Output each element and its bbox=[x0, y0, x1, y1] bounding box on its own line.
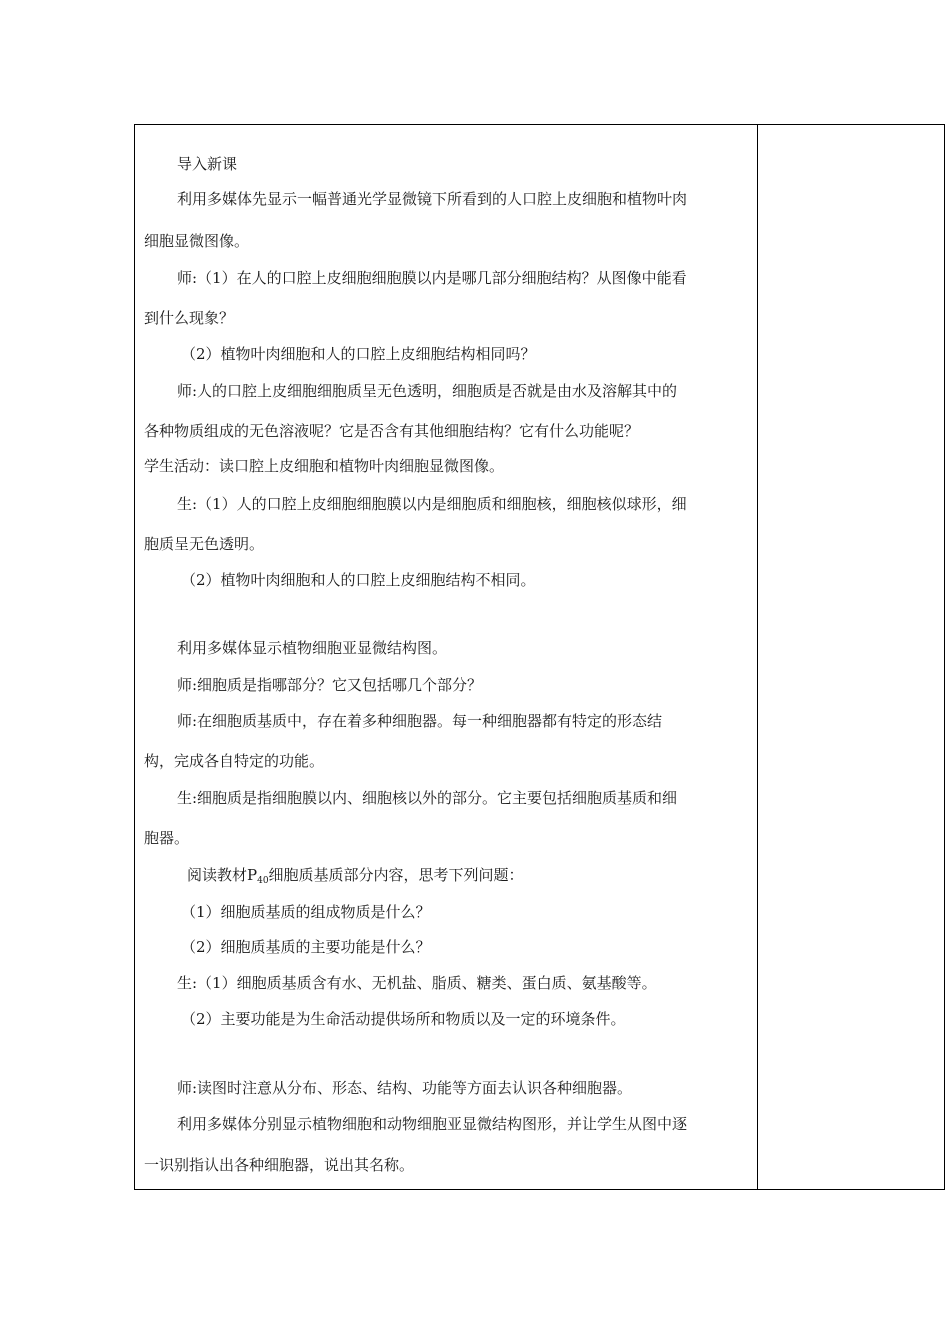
text-line: 构，完成各自特定的功能。 bbox=[144, 752, 325, 770]
text-line: 胞器。 bbox=[144, 829, 190, 847]
text-line: 生:（1）人的口腔上皮细胞细胞膜以内是细胞质和细胞核，细胞核似球形，细 bbox=[177, 495, 687, 513]
text-line: 师:细胞质是指哪部分？它又包括哪几个部分？ bbox=[177, 676, 483, 694]
lesson-table bbox=[134, 124, 945, 1190]
text-line-with-subscript bbox=[187, 865, 524, 891]
text-line: 利用多媒体显示植物细胞亚显微结构图。 bbox=[177, 639, 448, 657]
text-line: 学生活动：读口腔上皮细胞和植物叶肉细胞显微图像。 bbox=[144, 457, 505, 475]
text-line: 各种物质组成的无色溶液呢？它是否含有其他细胞结构？它有什么功能呢？ bbox=[144, 422, 640, 440]
text-line: （2）细胞质基质的主要功能是什么？ bbox=[181, 938, 431, 956]
text-line: 师:读图时注意从分布、形态、结构、功能等方面去认识各种细胞器。 bbox=[177, 1079, 633, 1097]
text-line: 利用多媒体先显示一幅普通光学显微镜下所看到的人口腔上皮细胞和植物叶肉 bbox=[177, 190, 688, 208]
text-line: （2）主要功能是为生命活动提供场所和物质以及一定的环境条件。 bbox=[181, 1010, 626, 1028]
text-line: （1）细胞质基质的组成物质是什么？ bbox=[181, 903, 431, 921]
text-line: 一识别指认出各种细胞器，说出其名称。 bbox=[144, 1156, 415, 1174]
text-line: 胞质呈无色透明。 bbox=[144, 535, 265, 553]
text-line: 师:人的口腔上皮细胞细胞质呈无色透明，细胞质是否就是由水及溶解其中的 bbox=[177, 382, 678, 400]
page-subscript: 40 bbox=[257, 876, 269, 886]
text-line: 师:（1）在人的口腔上皮细胞细胞膜以内是哪几部分细胞结构？从图像中能看 bbox=[177, 269, 687, 287]
text-line: （2）植物叶肉细胞和人的口腔上皮细胞结构不相同。 bbox=[181, 571, 536, 589]
column-divider bbox=[757, 125, 758, 1189]
text-segment: 细胞质基质部分内容，思考下列问题： bbox=[268, 866, 524, 884]
text-segment: 阅读教材P bbox=[187, 866, 258, 884]
text-line: 生:（1）细胞质基质含有水、无机盐、脂质、糖类、蛋白质、氨基酸等。 bbox=[177, 974, 657, 992]
text-line: 师:在细胞质基质中，存在着多种细胞器。每一种细胞器都有特定的形态结 bbox=[177, 712, 663, 730]
text-line: 到什么现象？ bbox=[144, 309, 235, 327]
intro-heading: 导入新课 bbox=[177, 155, 238, 173]
text-line: （2）植物叶肉细胞和人的口腔上皮细胞结构相同吗？ bbox=[181, 345, 536, 363]
text-line: 生:细胞质是指细胞膜以内、细胞核以外的部分。它主要包括细胞质基质和细 bbox=[177, 789, 678, 807]
text-line: 细胞显微图像。 bbox=[144, 232, 250, 250]
text-line: 利用多媒体分别显示植物细胞和动物细胞亚显微结构图形，并让学生从图中逐 bbox=[177, 1115, 688, 1133]
